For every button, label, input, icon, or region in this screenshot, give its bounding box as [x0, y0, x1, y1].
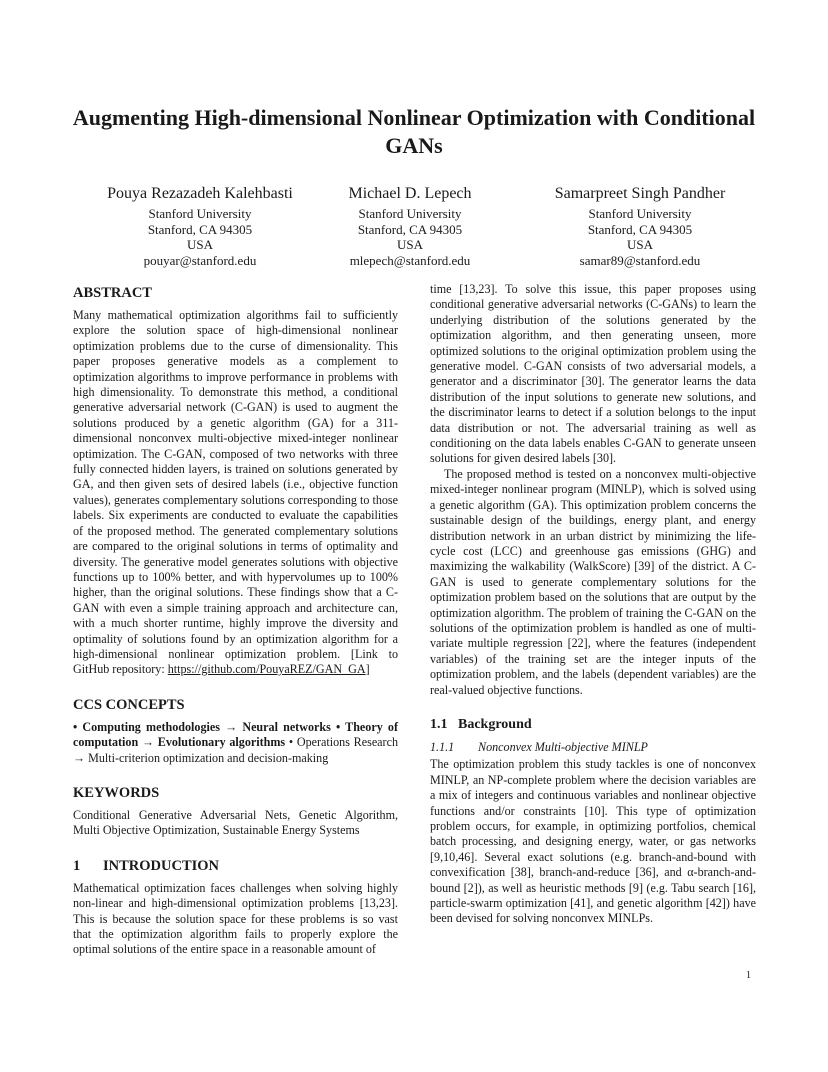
- section-number: 1.1: [430, 716, 448, 732]
- author-affiliation: Stanford University: [148, 206, 252, 221]
- abstract-body: Many mathematical optimization algorithms fail to sufficiently explore the solution space of high-dimensional nonlinear optimization problems due to the curse of dimensionality. This paper proposes generative models as a complement to optimization algorithms to improve performance in problems with high dimensionality. To demonstrate this method, a conditional generative adversarial network (C-GAN) is used to augment the solutions produced by a genetic algorithm (GA) for a 311-dimensional nonconvex multi-objective mixed-integer nonlinear optimization. The C-GAN, composed of two networks with three fully connected hidden layers, is trained on solutions generated by GA, and then given sets of desired labels (i.e., objective function values), generates complementary solutions corresponding to those labels. Six experiments are conducted to evaluate the capabilities of the proposed method. The generated complementary solutions are compared to the original solutions in terms of optimality and diversity. The generative model generates solutions with objective functions up to 100% better, and with hypervolumes up to 100% higher, than the original solutions. These findings show that a C-GAN with even a simple training approach and architecture can, with a much shorter runtime, highly improve the diversity and optimality of solutions found by an optimization algorithm for a high-dimensional nonlinear optimization problem. [Link to GitHub repository:: [73, 308, 398, 677]
- author-city: Stanford, CA 94305: [587, 221, 693, 237]
- author-city: Stanford, CA 94305: [357, 221, 463, 237]
- author-name: Samarpreet Singh Pandher: [554, 185, 726, 202]
- ccs-bold-2: • Theory of computation → Evolutionary algorithms: [73, 719, 398, 750]
- author-block-3: [520, 184, 760, 268]
- ccs-rest: • Operations Research → Multi-criterion optimization and decision-making: [73, 735, 398, 765]
- section-number: 1: [73, 857, 81, 874]
- ccs-heading: CCS CONCEPTS: [73, 696, 185, 713]
- keywords-heading: KEYWORDS: [73, 784, 160, 801]
- author-country: USA: [396, 237, 423, 252]
- author-affiliation: Stanford University: [588, 206, 692, 221]
- author-city: Stanford, CA 94305: [147, 221, 253, 237]
- author-block-1: [80, 184, 320, 268]
- page-number: 1: [746, 970, 751, 981]
- right-column: [430, 282, 756, 927]
- author-email: pouyar@stanford.edu: [143, 252, 257, 268]
- section-title: INTRODUCTION: [103, 857, 220, 874]
- subsection-number: 1.1.1: [430, 739, 455, 754]
- author-block-2: [300, 184, 520, 268]
- introduction-heading: [73, 857, 398, 875]
- background-paragraph: The optimization problem this study tackles is one of nonconvex MINLP, an NP-complete problem where the decision variables are a mix of integers and continuous variables and nonlinear objective functions and/or constraints [10]. This type of optimization problem occurs, for example, in optimizing portfolios, chemical batch processing, and designing energy, water, or gas networks [9,10,46]. Several exact solutions (e.g. branch-and-bound with convexification [38], branch-and-reduce [36], and α-branch-and-bound [2]), as well as heuristic methods [9] (e.g. Tabu search [16], particle-swarm optimization [41], and genetic algorithm [42]) have been devised for solving nonconvex MINLPs.: [430, 757, 756, 926]
- ccs-bold-1: • Computing methodologies → Neural networks: [73, 719, 331, 734]
- author-name: Michael D. Lepech: [348, 185, 472, 202]
- section-title: Background: [458, 716, 532, 732]
- introduction-text: Mathematical optimization faces challenges when solving highly non-linear and high-dimensional optimization problems [13,23]. This is because the solution space for these problems is so vast that the optimization algorithm fails to properly explore the optimal solutions of the entire space in a reasonable amount of: [73, 880, 398, 957]
- author-email: mlepech@stanford.edu: [349, 252, 471, 268]
- ccs-section: [73, 696, 398, 766]
- subsection-heading: [430, 740, 756, 755]
- background-heading: [430, 716, 756, 734]
- intro-continued-paragraph: time [13,23]. To solve this issue, this paper proposes using conditional generative adversarial networks (C-GANs) to learn the underlying distribution of the solutions generated by the optimization algorithm, and then generating unseen, more optimized solutions to the original optimization problem using the generative model. C-GAN consists of two adversarial models, a generator and a discriminator [30]. The generator learns the data distribution of the input solutions to generate new solutions, and the discriminator learns to detect if a solution belongs to the input data distribution or not. The adversarial training as well as conditioning on the data labels enables C-GAN to generate unseen solutions for given desired labels [30].: [430, 282, 756, 466]
- github-link[interactable]: https://github.com/PouyaREZ/GAN_GA: [167, 662, 366, 677]
- author-name: Pouya Rezazadeh Kalehbasti: [107, 185, 293, 202]
- introduction-section: [73, 857, 398, 958]
- paper-title: Augmenting High-dimensional Nonlinear Optimization with Conditional GANs: [72, 105, 756, 158]
- abstract-heading: ABSTRACT: [73, 285, 152, 301]
- keywords-section: [73, 784, 398, 839]
- subsection-title: Nonconvex Multi-objective MINLP: [478, 739, 648, 754]
- method-paragraph: The proposed method is tested on a nonconvex multi-objective mixed-integer nonlinear program (MINLP), which is solved using a genetic algorithm (GA). This optimization problem concerns the sustainable design of the buildings, energy plant, and energy distribution network in an urban district by minimizing the life-cycle cost (LCC) and greenhouse gas emissions (GHG) and maximizing the walkability (WalkScore) [39] of the district. A C-GAN is used to generate complementary solutions for the optimization problem based on the solutions that are output by the optimization algorithm. The problem of training the C-GAN on the solutions of the optimization problem is handled as one of multi-variate multiple regression [22], where the features (independent variables) of the training set are the integer inputs of the optimization problem, and the labels (dependent variables) are the real-valued objective functions.: [430, 466, 756, 697]
- author-country: USA: [626, 237, 653, 252]
- abstract-text: [73, 308, 398, 678]
- ccs-text: [73, 720, 398, 766]
- left-column: [73, 284, 398, 958]
- author-email: samar89@stanford.edu: [579, 252, 701, 268]
- author-country: USA: [186, 237, 213, 252]
- keywords-text: Conditional Generative Adversarial Nets, Genetic Algorithm, Multi Objective Optimization, Sustainable Energy Systems: [73, 807, 398, 838]
- author-affiliation: Stanford University: [358, 206, 462, 221]
- abstract-close: ]: [365, 662, 370, 677]
